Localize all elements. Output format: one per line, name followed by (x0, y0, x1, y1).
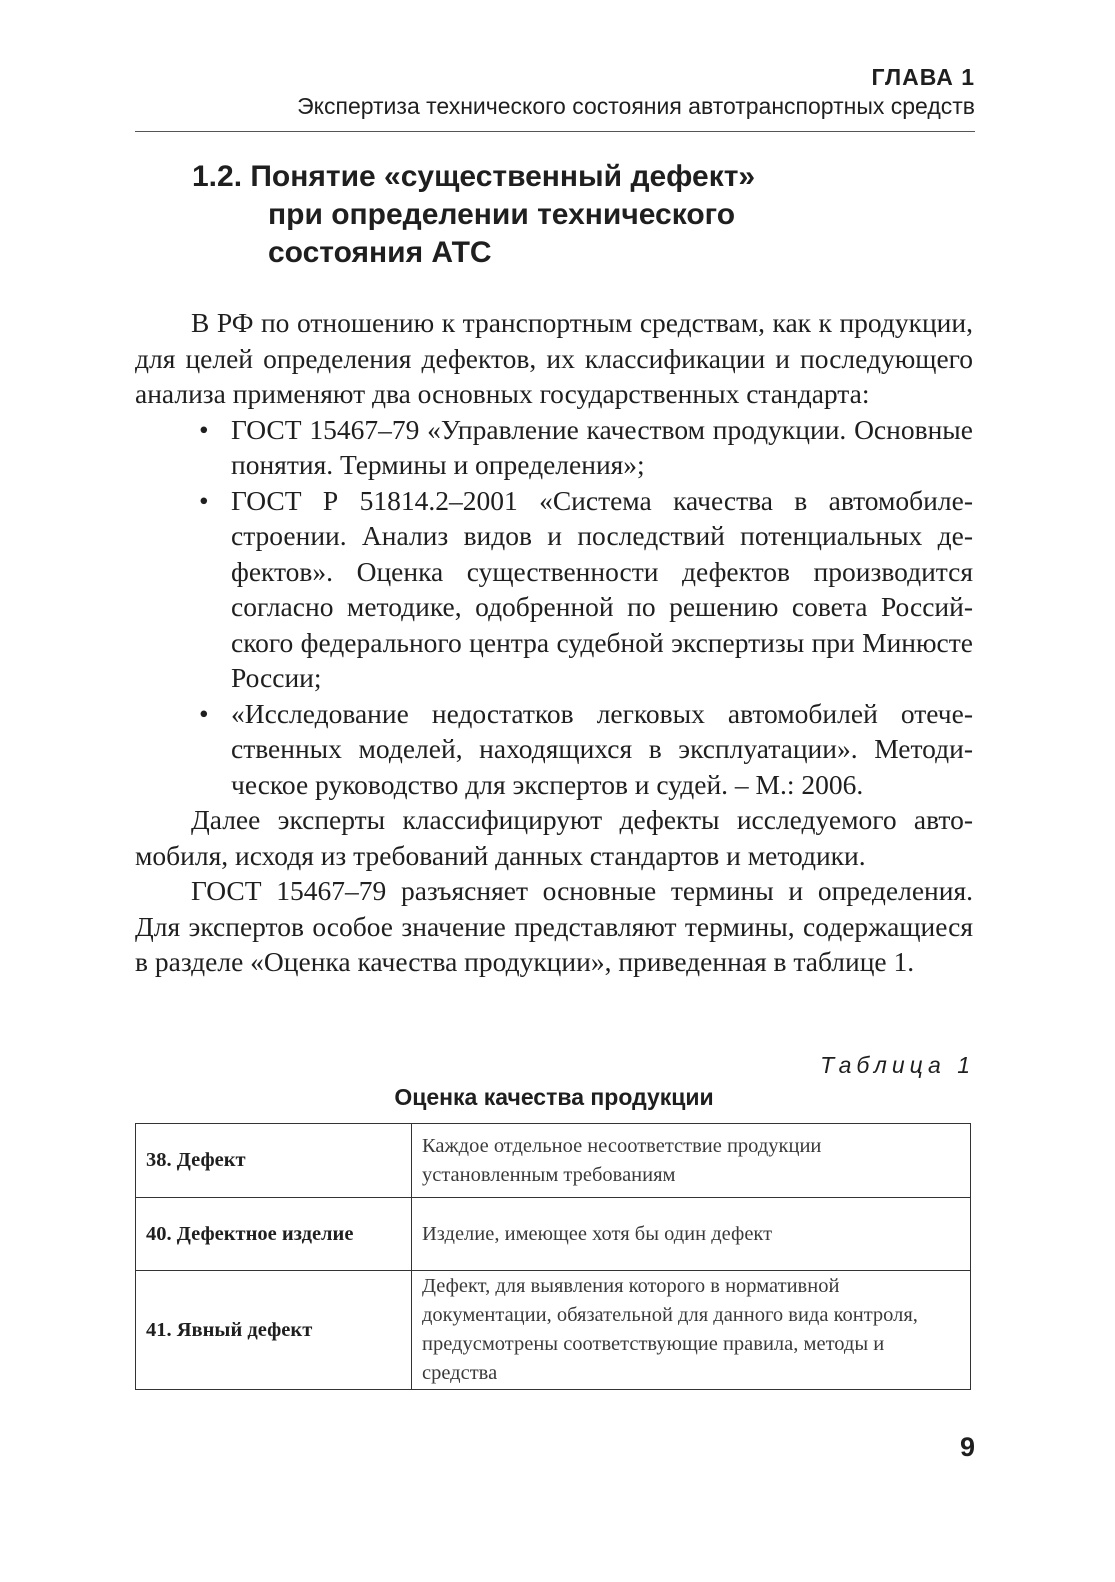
table-row (136, 1198, 971, 1271)
paragraph: Далее эксперты классифицируют дефекты исследуемого автомобиля, исходя из требований данных стандартов и методики. (135, 804, 973, 871)
standards-list (135, 412, 973, 803)
list-item (135, 483, 973, 696)
term-cell: 41. Явный дефект (136, 1271, 412, 1390)
list-item-text: ГОСТ Р 51814.2–2001 «Система качества в автомобилестроении. Анализ видов и последствий потенциальных дефектов». Оценка существенности дефектов производится согласно методике, одобренной по решению совета Российского федерального центра судебной экспертизы при Минюсте России; (231, 484, 973, 693)
intro-paragraph: В РФ по отношению к транспортным средствам, как к продукции, для целей определения дефектов, их классификации и последующего анализа применяют два основных государственных стандарта: (135, 307, 973, 409)
bullet-icon: • (199, 484, 209, 516)
definition-cell: Дефект, для выявления которого в нормативной документации, обязательной для данного вида контроля, предусмотрены соответствующие правила, методы и средства (412, 1271, 971, 1390)
bullet-icon: • (199, 413, 209, 445)
definition-cell: Изделие, имеющее хотя бы один дефект (412, 1198, 971, 1271)
bullet-icon: • (199, 697, 209, 729)
section-heading-line: состояния АТС (268, 236, 492, 269)
definitions-table (135, 1123, 971, 1390)
section-heading-line: 1.2. Понятие «существенный дефект» (192, 160, 756, 193)
paragraph: ГОСТ 15467–79 разъясняет основные термины и определения. Для экспертов особое значение представляют термины, содержащиеся в разделе «Оценка качества продукции», приведенная в таблице 1. (135, 875, 973, 977)
definition-cell: Каждое отдельное несоответствие продукции установленным требованиям (412, 1124, 971, 1198)
section-heading-line: при определении технического (268, 198, 736, 231)
term-cell: 40. Дефектное изделие (136, 1198, 412, 1271)
table-row (136, 1271, 971, 1390)
list-item (135, 696, 973, 803)
term-cell: 38. Дефект (136, 1124, 412, 1198)
table-title: Оценка качества продукции (394, 1084, 714, 1110)
chapter-label: ГЛАВА 1 (871, 64, 975, 90)
header-divider (135, 131, 975, 132)
body-text (135, 305, 973, 980)
table-row (136, 1124, 971, 1198)
list-item (135, 412, 973, 483)
section-heading (192, 158, 892, 272)
chapter-subtitle: Экспертиза технического состояния автотранспортных средств (297, 93, 975, 119)
list-item-text: ГОСТ 15467–79 «Управление качеством продукции. Основные понятия. Термины и определения»; (231, 413, 973, 480)
table-label: Таблица 1 (820, 1052, 975, 1078)
page-number: 9 (959, 1432, 975, 1462)
list-item-text: «Исследование недостатков легковых автомобилей отечественных моделей, находящихся в эксплуатации». Методическое руководство для экспертов и судей. – М.: 2006. (231, 697, 973, 800)
